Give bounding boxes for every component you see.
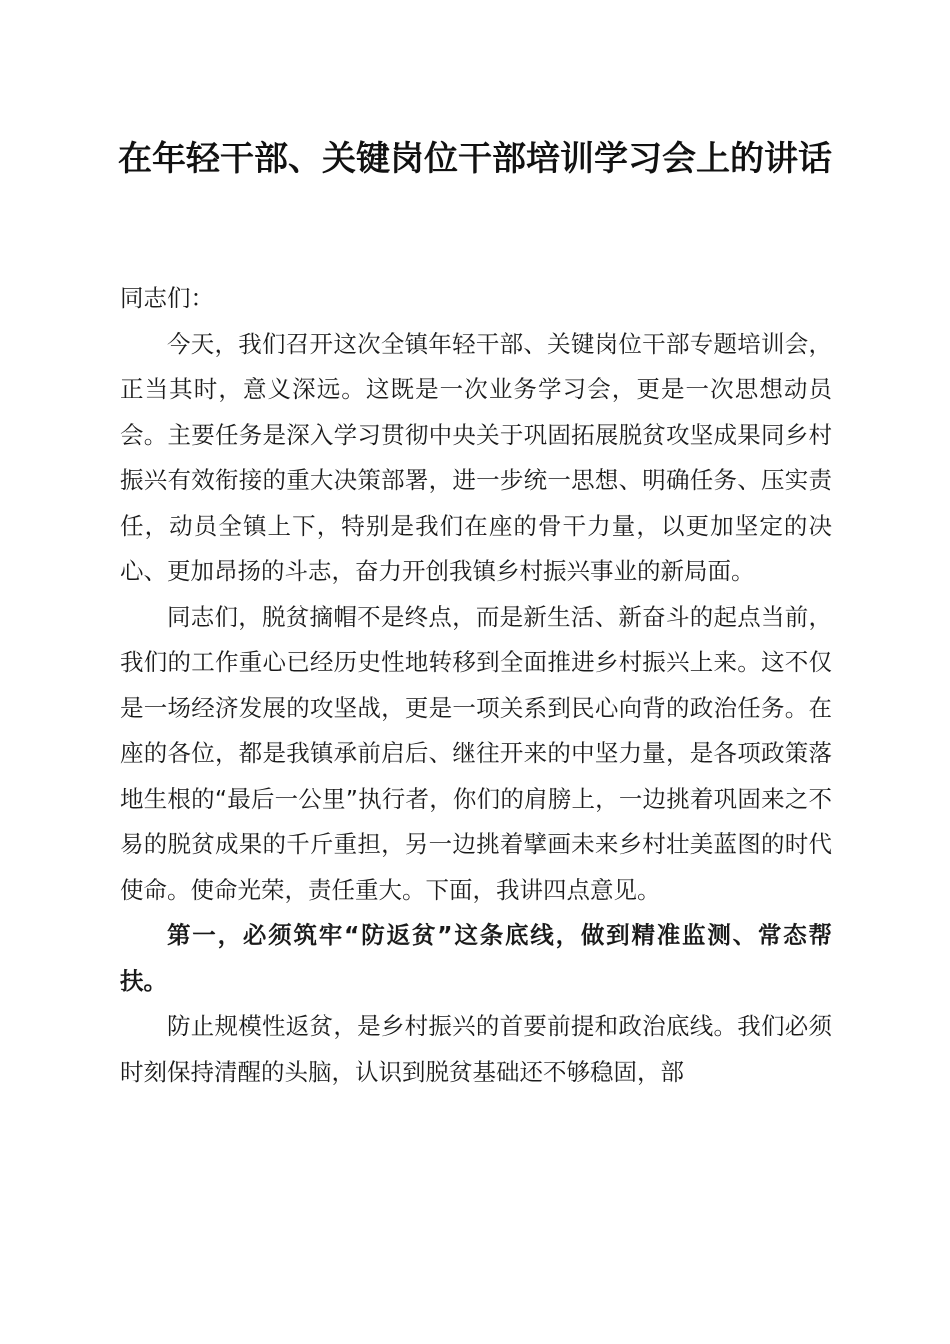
body-paragraph-2: 同志们，脱贫摘帽不是终点，而是新生活、新奋斗的起点当前，我们的工作重心已经历史性地转移到全面推进乡村振兴上来。这不仅是一场经济发展的攻坚战，更是一项关系到民心向背的政治任务。在座的各位，都是我镇承前启后、继往开来的中坚力量，是各项政策落地生根的“最后一公里”执行者，你们的肩膀上，一边挑着巩固来之不易的脱贫成果的千斤重担，另一边挑着擘画未来乡村壮美蓝图的时代使命。使命光荣，责任重大。下面，我讲四点意见。	[120, 602, 832, 904]
section-heading-1: 第一，必须筑牢“防返贫”这条底线，做到精准监测、常态帮扶。	[120, 921, 832, 995]
body-paragraph-1: 今天，我们召开这次全镇年轻干部、关键岗位干部专题培训会，正当其时，意义深远。这既是一次业务学习会，更是一次思想动员会。主要任务是深入学习贯彻中央关于巩固拓展脱贫攻坚成果同乡村振兴有效衔接的重大决策部署，进一步统一思想、明确任务、压实责任，动员全镇上下，特别是我们在座的骨干力量，以更加坚定的决心、更加昂扬的斗志，奋力开创我镇乡村振兴事业的新局面。	[120, 329, 832, 585]
document-title: 在年轻干部、关键岗位干部培训学习会上的讲话	[118, 139, 832, 179]
body-paragraph-3: 防止规模性返贫，是乡村振兴的首要前提和政治底线。我们必须时刻保持清醒的头脑，认识到脱贫基础还不够稳固，部	[120, 1012, 832, 1086]
salutation: 同志们：	[120, 284, 214, 312]
document-body	[120, 276, 832, 1095]
